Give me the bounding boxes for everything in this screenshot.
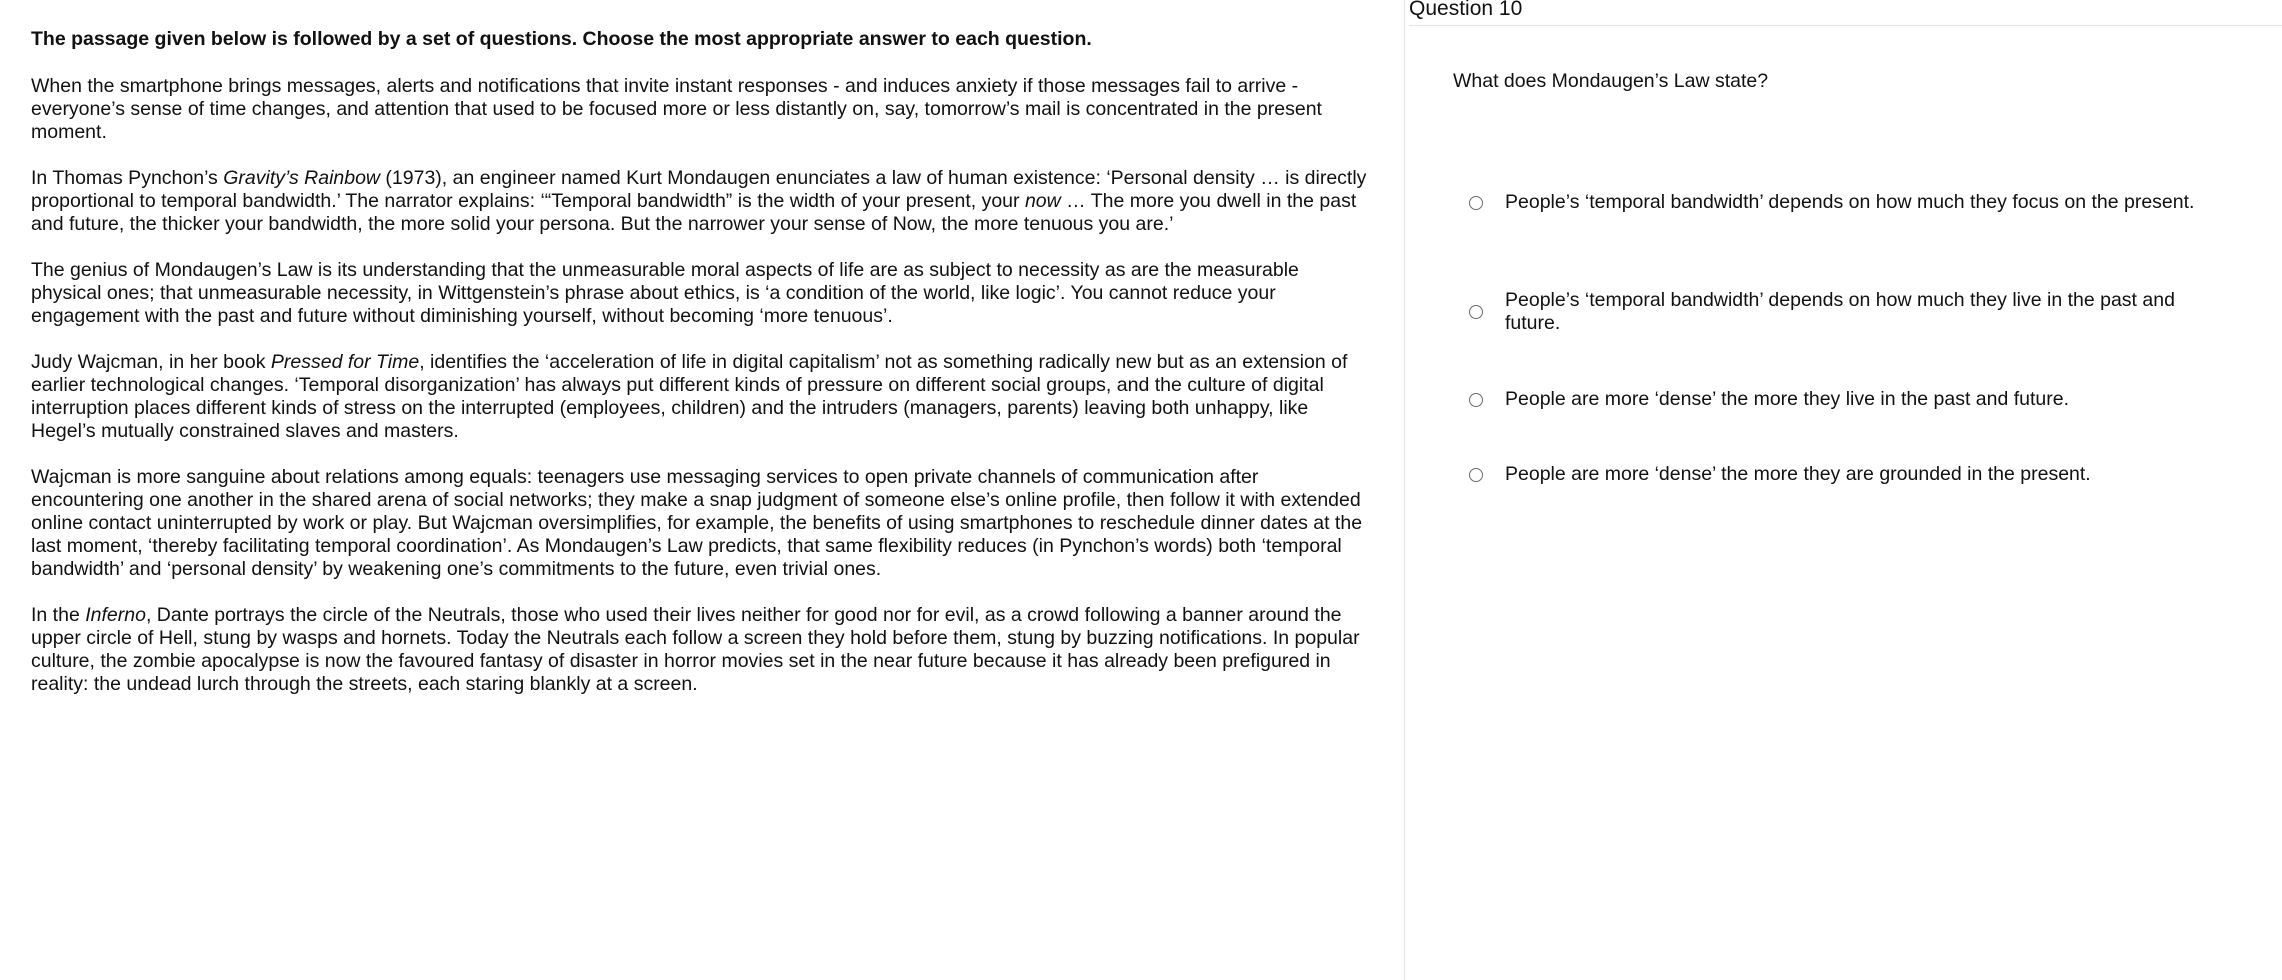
answer-option-text: People’s ‘temporal bandwidth’ depends on how much they focus on the present.: [1505, 191, 2195, 213]
answer-option-text: People’s ‘temporal bandwidth’ depends on how much they live in the past and future.: [1505, 289, 2175, 334]
paragraph-text: … The more you dwell in the past and future, the thicker your bandwidth, the more solid your persona. But the narrower your sense of Now, the more tenuous you are.’: [31, 190, 1357, 235]
question-number-header: Question 10: [1409, 0, 2282, 26]
paragraph-text: , identifies the ‘acceleration of life in digital capitalism’ not as something radically new but as an extension of earlier technological changes. ‘Temporal disorganization’ has always put different kinds of pressure on different social groups, and the culture of digital interruption places different kinds of stress on the interrupted (employees, children) and the intruders (managers, parents) leaving both unhappy, like Hegel’s mutually constrained slaves and masters.: [31, 351, 1348, 442]
answer-option-4[interactable]: [1469, 463, 2229, 486]
paragraph-text: , Dante portrays the circle of the Neutrals, those who used their lives neither for good nor for evil, as a crowd following a banner around the upper circle of Hell, stung by wasps and hornets. Today the Neutrals each follow a screen they hold before them, stung by buzzing notifications. In popular culture, the zombie apocalypse is now the favoured fantasy of disaster in horror movies set in the near future because it has already been prefigured in reality: the undead lurch through the streets, each staring blankly at a screen.: [31, 604, 1360, 695]
paragraph-text: In Thomas Pynchon’s: [31, 167, 224, 189]
passage-paragraph-3: The genius of Mondaugen’s Law is its understanding that the unmeasurable moral aspects of life are as subject to necessity as are the measurable physical ones; that unmeasurable necessity, in Wittgenstein’s phrase about ethics, is ‘a condition of the world, like logic’. You cannot reduce your engagement with the past and future without diminishing yourself, without becoming ‘more tenuous’.: [31, 259, 1299, 327]
book-title-gravitys-rainbow: Gravity’s Rainbow: [223, 167, 381, 189]
passage-paragraph-5: Wajcman is more sanguine about relations among equals: teenagers use messaging services to open private channels of communication after encountering one another in the shared arena of social networks; they make a snap judgment of someone else’s online profile, then follow it with extended online contact uninterrupted by work or play. But Wajcman oversimplifies, for example, the benefits of using smartphones to reschedule dinner dates at the last moment, ‘thereby facilitating temporal coordination’. As Mondaugen’s Law predicts, that same flexibility reduces (in Pynchon’s words) both ‘temporal bandwidth’ and ‘personal density’ by weakening one’s commitments to the future, even trivial ones.: [31, 466, 1363, 580]
emphasis-now: now: [1024, 190, 1061, 212]
passage-paragraph-1: When the smartphone brings messages, alerts and notifications that invite instant responses - and induces anxiety if those messages fail to arrive - everyone’s sense of time changes, and attention that used to be focused more or less distantly on, say, tomorrow’s mail is concentrated in the present moment.: [31, 75, 1322, 143]
answer-option-3[interactable]: [1469, 388, 2229, 411]
passage-paragraph-6: [31, 604, 1374, 696]
book-title-pressed-for-time: Pressed for Time: [270, 351, 420, 373]
paragraph-text: In the: [31, 604, 86, 626]
passage-paragraph-4: [31, 351, 1374, 443]
answer-option-1[interactable]: [1469, 191, 2229, 214]
passage-paragraph-2: [31, 167, 1374, 236]
answer-option-text: People are more ‘dense’ the more they are grounded in the present.: [1505, 463, 2091, 485]
passage-instructions: The passage given below is followed by a set of questions. Choose the most appropriate answer to each question.: [31, 28, 1092, 50]
answer-option-2[interactable]: [1469, 289, 2229, 335]
radio-button-icon[interactable]: [1469, 468, 1483, 482]
book-title-inferno: Inferno: [85, 604, 146, 626]
question-stem: What does Mondaugen’s Law state?: [1453, 70, 1769, 92]
paragraph-text: (1973), an engineer named Kurt Mondaugen enunciates a law of human existence: ‘Personal density … is directly proportional to temporal bandwidth.’ The narrator explains: ‘“Temporal bandwidth” is the width of your present, your: [31, 167, 1367, 212]
question-pane: [1405, 0, 2282, 980]
answer-option-text: People are more ‘dense’ the more they live in the past and future.: [1505, 388, 2070, 410]
radio-button-icon[interactable]: [1469, 196, 1483, 210]
radio-button-icon[interactable]: [1469, 393, 1483, 407]
paragraph-text: Judy Wajcman, in her book: [31, 351, 271, 373]
radio-button-icon[interactable]: [1469, 305, 1483, 319]
